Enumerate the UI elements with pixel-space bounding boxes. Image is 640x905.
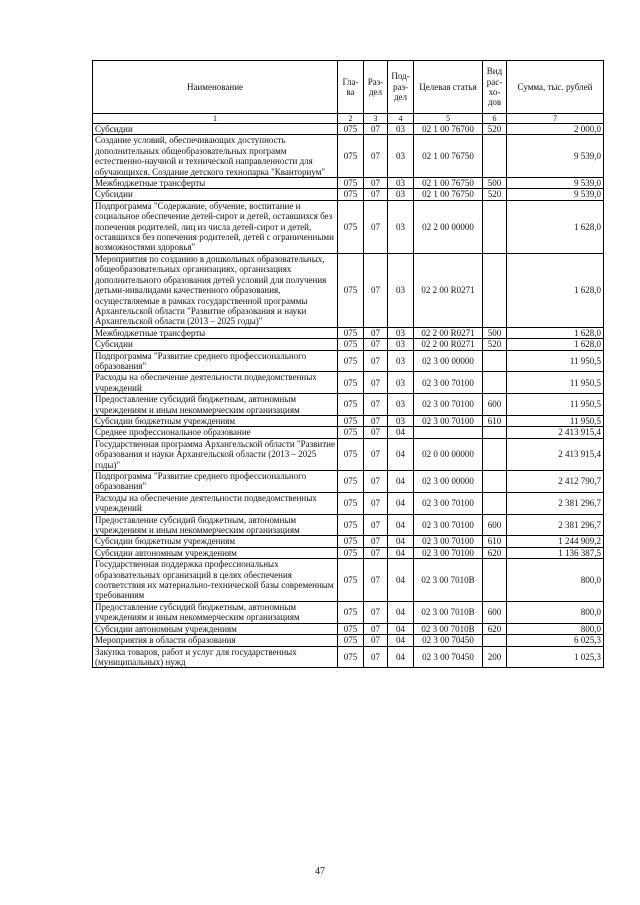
row-razdel: 07 — [364, 559, 388, 602]
row-podrazdel: 03 — [388, 415, 414, 426]
row-glava: 075 — [338, 350, 364, 372]
row-podrazdel: 04 — [388, 471, 414, 493]
row-podrazdel: 03 — [388, 189, 414, 200]
row-vid: 610 — [483, 415, 507, 426]
row-podrazdel: 03 — [388, 253, 414, 327]
row-summa: 11 950,5 — [507, 372, 604, 394]
column-number: 5 — [414, 114, 483, 124]
table-row — [93, 623, 604, 634]
row-summa: 800,0 — [507, 559, 604, 602]
row-glava: 075 — [338, 189, 364, 200]
row-statya: 02 3 00 70100 — [414, 547, 483, 558]
row-name: Расходы на обеспечение деятельности подведомственных учреждений — [93, 492, 338, 514]
row-summa: 1 136 387,5 — [507, 547, 604, 558]
table-row — [93, 471, 604, 493]
row-podrazdel: 04 — [388, 646, 414, 668]
row-razdel: 07 — [364, 646, 388, 668]
table-row — [93, 327, 604, 338]
column-number-row — [93, 114, 604, 124]
column-number: 2 — [338, 114, 364, 124]
row-podrazdel: 04 — [388, 623, 414, 634]
table-row — [93, 394, 604, 416]
row-name: Предоставление субсидий бюджетным, автономным учреждениям и иным некоммерческим организациям — [93, 394, 338, 416]
row-podrazdel: 04 — [388, 601, 414, 623]
row-name: Субсидии — [93, 124, 338, 135]
row-glava: 075 — [338, 547, 364, 558]
table-row — [93, 200, 604, 253]
row-razdel: 07 — [364, 253, 388, 327]
table-row — [93, 339, 604, 350]
row-glava: 075 — [338, 438, 364, 470]
column-number: 6 — [483, 114, 507, 124]
row-razdel: 07 — [364, 536, 388, 547]
column-number: 3 — [364, 114, 388, 124]
row-razdel: 07 — [364, 350, 388, 372]
row-vid: 600 — [483, 514, 507, 536]
row-glava: 075 — [338, 327, 364, 338]
row-statya: 02 3 00 7010В — [414, 559, 483, 602]
row-podrazdel: 03 — [388, 135, 414, 178]
row-podrazdel: 04 — [388, 547, 414, 558]
row-razdel: 07 — [364, 635, 388, 646]
row-summa: 2 412 790,7 — [507, 471, 604, 493]
row-summa: 1 025,3 — [507, 646, 604, 668]
row-statya: 02 3 00 70100 — [414, 372, 483, 394]
row-razdel: 07 — [364, 200, 388, 253]
table-row — [93, 601, 604, 623]
row-vid: 620 — [483, 623, 507, 634]
page-number: 47 — [315, 866, 325, 877]
row-statya: 02 1 00 76750 — [414, 189, 483, 200]
row-vid — [483, 135, 507, 178]
row-vid — [483, 559, 507, 602]
budget-table — [92, 60, 604, 668]
row-podrazdel: 04 — [388, 559, 414, 602]
row-vid — [483, 350, 507, 372]
row-razdel: 07 — [364, 601, 388, 623]
row-glava: 075 — [338, 492, 364, 514]
header-name: Наименование — [93, 61, 338, 114]
row-name: Межбюджетные трансферты — [93, 178, 338, 189]
row-vid: 200 — [483, 646, 507, 668]
row-summa: 9 539,0 — [507, 178, 604, 189]
table-row — [93, 372, 604, 394]
row-summa: 1 244 909,2 — [507, 536, 604, 547]
row-podrazdel: 04 — [388, 536, 414, 547]
row-glava: 075 — [338, 339, 364, 350]
row-name: Мероприятия в области образования — [93, 635, 338, 646]
table-row — [93, 415, 604, 426]
row-name: Расходы на обеспечение деятельности подведомственных учреждений — [93, 372, 338, 394]
row-glava: 075 — [338, 427, 364, 438]
row-podrazdel: 04 — [388, 492, 414, 514]
table-row — [93, 135, 604, 178]
row-vid: 520 — [483, 339, 507, 350]
row-glava: 075 — [338, 536, 364, 547]
row-razdel: 07 — [364, 492, 388, 514]
row-podrazdel: 03 — [388, 339, 414, 350]
row-glava: 075 — [338, 253, 364, 327]
row-name: Государственная поддержка профессиональных образовательных организаций в целях обеспечения соответствия их материально-технической базы современным требованиям — [93, 559, 338, 602]
row-statya: 02 3 00 70100 — [414, 415, 483, 426]
row-razdel: 07 — [364, 623, 388, 634]
row-razdel: 07 — [364, 135, 388, 178]
row-vid — [483, 492, 507, 514]
row-statya: 02 3 00 7010В — [414, 601, 483, 623]
row-podrazdel: 03 — [388, 124, 414, 135]
row-summa: 11 950,5 — [507, 415, 604, 426]
row-statya: 02 3 00 70100 — [414, 514, 483, 536]
row-razdel: 07 — [364, 178, 388, 189]
column-number: 7 — [507, 114, 604, 124]
row-statya: 02 0 00 00000 — [414, 438, 483, 470]
table-row — [93, 536, 604, 547]
row-podrazdel: 03 — [388, 327, 414, 338]
row-vid: 620 — [483, 547, 507, 558]
row-glava: 075 — [338, 514, 364, 536]
row-vid — [483, 635, 507, 646]
row-podrazdel: 03 — [388, 350, 414, 372]
row-summa: 2 000,0 — [507, 124, 604, 135]
row-glava: 075 — [338, 200, 364, 253]
row-glava: 075 — [338, 372, 364, 394]
row-vid — [483, 200, 507, 253]
row-statya: 02 3 00 00000 — [414, 350, 483, 372]
header-glava: Гла-ва — [338, 61, 364, 114]
row-vid — [483, 372, 507, 394]
table-row — [93, 492, 604, 514]
row-vid: 500 — [483, 178, 507, 189]
row-statya — [414, 427, 483, 438]
table-row — [93, 547, 604, 558]
row-glava: 075 — [338, 623, 364, 634]
row-podrazdel: 03 — [388, 178, 414, 189]
table-row — [93, 124, 604, 135]
row-podrazdel: 04 — [388, 438, 414, 470]
row-summa: 2 381 296,7 — [507, 492, 604, 514]
header-razdel: Раз-дел — [364, 61, 388, 114]
table-body — [93, 124, 604, 668]
row-glava: 075 — [338, 394, 364, 416]
row-name: Государственная программа Архангельской области "Развитие образования и науки Архангельской области (2013 – 2025 годы)" — [93, 438, 338, 470]
row-razdel: 07 — [364, 394, 388, 416]
row-statya: 02 3 00 70100 — [414, 492, 483, 514]
row-glava: 075 — [338, 559, 364, 602]
row-name: Подпрограмма "Развитие среднего профессионального образования" — [93, 350, 338, 372]
row-summa: 2 413 915,4 — [507, 438, 604, 470]
row-glava: 075 — [338, 135, 364, 178]
header-row — [93, 61, 604, 114]
row-vid — [483, 427, 507, 438]
row-vid: 610 — [483, 536, 507, 547]
row-name: Субсидии автономным учреждениям — [93, 623, 338, 634]
row-statya: 02 3 00 00000 — [414, 471, 483, 493]
row-summa: 2 381 296,7 — [507, 514, 604, 536]
table-row — [93, 635, 604, 646]
table-row — [93, 350, 604, 372]
row-glava: 075 — [338, 471, 364, 493]
row-statya: 02 1 00 76700 — [414, 124, 483, 135]
row-glava: 075 — [338, 646, 364, 668]
row-summa: 1 628,0 — [507, 200, 604, 253]
row-summa: 1 628,0 — [507, 339, 604, 350]
row-summa: 1 628,0 — [507, 253, 604, 327]
row-summa: 800,0 — [507, 623, 604, 634]
row-razdel: 07 — [364, 438, 388, 470]
row-razdel: 07 — [364, 547, 388, 558]
row-podrazdel: 04 — [388, 514, 414, 536]
table-row — [93, 646, 604, 668]
row-razdel: 07 — [364, 124, 388, 135]
column-number: 4 — [388, 114, 414, 124]
row-summa: 2 413 915,4 — [507, 427, 604, 438]
header-statya: Целевая статья — [414, 61, 483, 114]
header-vid: Вид рас-хо-дов — [483, 61, 507, 114]
row-vid — [483, 471, 507, 493]
table-row — [93, 178, 604, 189]
row-name: Межбюджетные трансферты — [93, 327, 338, 338]
row-summa: 11 950,5 — [507, 394, 604, 416]
row-podrazdel: 03 — [388, 372, 414, 394]
table-row — [93, 427, 604, 438]
row-summa: 9 539,0 — [507, 189, 604, 200]
row-razdel: 07 — [364, 372, 388, 394]
row-statya: 02 1 00 76750 — [414, 178, 483, 189]
row-podrazdel: 04 — [388, 427, 414, 438]
row-vid: 600 — [483, 601, 507, 623]
row-statya: 02 2 00 R0271 — [414, 327, 483, 338]
row-name: Мероприятия по созданию в дошкольных образовательных, общеобразовательных организациях, организациях дополнительного образования детей условий для получения детьми-инвалидами качественного образования, осуществляемые в рамках государственной программы Архангельской области "Развитие образования и науки Архангельской области (2013 – 2025 годы)" — [93, 253, 338, 327]
row-statya: 02 3 00 70450 — [414, 635, 483, 646]
row-name: Создание условий, обеспечивающих доступность дополнительных общеобразовательных программ естественно-научной и технической направленности для обучающихся. Создание детского технопарка "Кванториум" — [93, 135, 338, 178]
row-name: Закупка товаров, работ и услуг для государственных (муниципальных) нужд — [93, 646, 338, 668]
row-statya: 02 2 00 00000 — [414, 200, 483, 253]
row-summa: 1 628,0 — [507, 327, 604, 338]
row-statya: 02 1 00 76750 — [414, 135, 483, 178]
row-razdel: 07 — [364, 427, 388, 438]
header-summa: Сумма, тыс. рублей — [507, 61, 604, 114]
row-summa: 9 539,0 — [507, 135, 604, 178]
row-name: Субсидии — [93, 189, 338, 200]
row-vid: 500 — [483, 327, 507, 338]
row-name: Субсидии бюджетным учреждениям — [93, 415, 338, 426]
row-statya: 02 2 00 R0271 — [414, 253, 483, 327]
row-glava: 075 — [338, 124, 364, 135]
row-vid — [483, 438, 507, 470]
row-name: Субсидии автономным учреждениям — [93, 547, 338, 558]
row-podrazdel: 04 — [388, 635, 414, 646]
column-number: 1 — [93, 114, 338, 124]
row-podrazdel: 03 — [388, 394, 414, 416]
row-glava: 075 — [338, 415, 364, 426]
row-statya: 02 2 00 R0271 — [414, 339, 483, 350]
row-name: Подпрограмма "Содержание, обучение, воспитание и социальное обеспечение детей-сирот и детей, оставшихся без попечения родителей, лиц из числа детей-сирот и детей, оставшихся без попечения родителей, детей с ограниченными возможностями здоровья" — [93, 200, 338, 253]
row-glava: 075 — [338, 178, 364, 189]
row-razdel: 07 — [364, 415, 388, 426]
row-razdel: 07 — [364, 514, 388, 536]
table-row — [93, 438, 604, 470]
row-statya: 02 3 00 70450 — [414, 646, 483, 668]
table-row — [93, 559, 604, 602]
row-glava: 075 — [338, 635, 364, 646]
table-row — [93, 253, 604, 327]
row-razdel: 07 — [364, 189, 388, 200]
table-row — [93, 514, 604, 536]
row-razdel: 07 — [364, 339, 388, 350]
row-summa: 11 950,5 — [507, 350, 604, 372]
row-glava: 075 — [338, 601, 364, 623]
row-vid: 520 — [483, 124, 507, 135]
row-name: Предоставление субсидий бюджетным, автономным учреждениям и иным некоммерческим организациям — [93, 601, 338, 623]
row-statya: 02 3 00 7010В — [414, 623, 483, 634]
row-vid — [483, 253, 507, 327]
row-podrazdel: 03 — [388, 200, 414, 253]
row-razdel: 07 — [364, 471, 388, 493]
row-name: Субсидии бюджетным учреждениям — [93, 536, 338, 547]
budget-table-page — [92, 60, 603, 668]
row-statya: 02 3 00 70100 — [414, 394, 483, 416]
row-name: Предоставление субсидий бюджетным, автономным учреждениям и иным некоммерческим организациям — [93, 514, 338, 536]
row-name: Подпрограмма "Развитие среднего профессионального образования" — [93, 471, 338, 493]
row-statya: 02 3 00 70100 — [414, 536, 483, 547]
row-name: Среднее профессиональное образование — [93, 427, 338, 438]
row-name: Субсидии — [93, 339, 338, 350]
row-vid: 600 — [483, 394, 507, 416]
row-summa: 800,0 — [507, 601, 604, 623]
row-summa: 6 025,3 — [507, 635, 604, 646]
row-vid: 520 — [483, 189, 507, 200]
row-razdel: 07 — [364, 327, 388, 338]
header-podrazdel: Под-раз-дел — [388, 61, 414, 114]
table-row — [93, 189, 604, 200]
